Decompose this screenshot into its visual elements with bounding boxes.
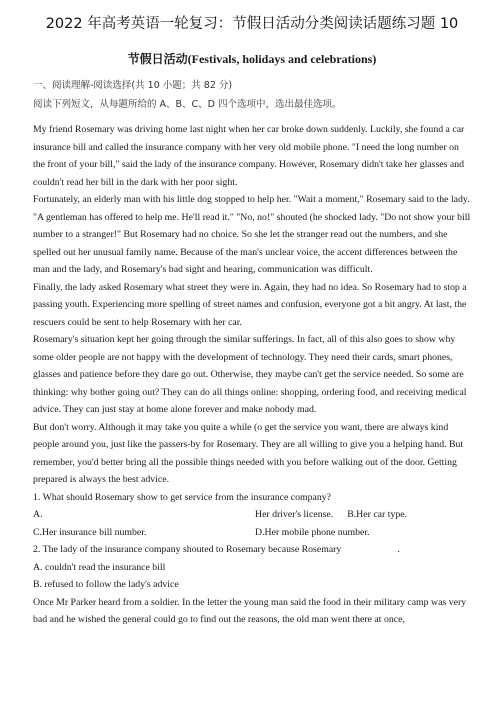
page-subtitle: 节假日活动(Festivals, holidays and celebrations) [127, 52, 377, 66]
option-a-label[interactable]: A. [33, 509, 43, 520]
question-2-option-b[interactable]: B. refused to follow the lady's advice [33, 579, 179, 590]
question-1-stem: 1. What should Rosemary show to get service from the insurance company? [33, 491, 332, 503]
passage-paragraph: But don't worry. Although it may take you quite a while (o get the service you want, there are always kind people around you, just like the passers-by for Rosemary. They are all willing to give you a helping hand. But remember, you'd better bring all the possible things needed with you before walking out of the door. Getting prepared is always the best advice. [33, 421, 464, 485]
page-title: 2022 年高考英语一轮复习：节假日活动分类阅读话题练习题 10 [45, 16, 459, 32]
next-passage-paragraph: Once Mr Parker heard from a soldier. In the letter the young man said the food in their military camp was very bad and he wished the general could go to find out the reasons, the old man went there at once, [33, 596, 467, 625]
option-b[interactable]: B.Her car type. [347, 509, 408, 520]
passage-paragraph: My friend Rosemary was driving home last night when her car broke down suddenly. Luckily, she found a car insurance bill and called the insurance company with her very old mobile phone. "I need the long number on the front of your bill," said the lady of the insurance company. However, Rosemary didn't take her glasses and couldn't read her bill in the dark with her poor sight. [33, 124, 465, 188]
option-a-text[interactable]: Her driver's license. [255, 509, 334, 520]
question-2-stem: 2. The lady of the insurance company shouted to Rosemary because Rosemary [33, 544, 342, 555]
section-heading: 一、阅读理解-阅读选择(共 10 小题；共 82 分) [33, 80, 233, 91]
question-2-stem-end: . [397, 544, 400, 555]
option-a-b-cell [255, 506, 473, 524]
section-instruction: 阅读下列短文，从每题所给的 A、B、C、D 四个选项中，选出最佳选项。 [33, 99, 342, 110]
question-2-option-a[interactable]: A. couldn't read the insurance bill [33, 561, 166, 573]
passage-paragraph: Fortunately, an elderly man with his little dog stopped to help her. "Wait a moment," Rosemary said to the lady. "A gentleman has offered to help me. He'll read it." "No, no!" shouted (he shocked lady. "Do not show your bill number to a stranger!" But Rosemary had no choice. So she let the stranger read out the numbers, and she spelled out her unusual family name. Because of the man's unclear voice, the accent differences between the man and the lady, and Rosemary's bad sight and hearing, communication was difficult. [33, 194, 471, 275]
question-1-options-row-2 [33, 524, 473, 542]
passage-paragraph: Rosemary's situation kept her going through the similar sufferings. In fact, all of this also goes to show why some older people are not happy with the development of technology. They need their cards, smart phones, glasses and patience before they dare go out. Otherwise, they maybe can't get the service needed. So some are thinking: why bother going out? They can do all things online: shopping, ordering food, and receiving medical advice. They can just stay at home alone forever and make nobody mad. [33, 334, 467, 415]
reading-passage [33, 121, 473, 629]
passage-paragraph: Finally, the lady asked Rosemary what street they were in. Again, they had no idea. So Rosemary had to stop a passing youth. Experiencing more spelling of street names and confusion, everyone got a bit angry. At last, the rescuers could be sent to help Rosemary with her car. [33, 281, 467, 328]
question-2-stem-line [33, 541, 473, 559]
question-1-options-row-1 [33, 506, 473, 524]
option-c[interactable]: C.Her insurance bill number. [33, 526, 147, 538]
option-d[interactable]: D.Her mobile phone number. [255, 526, 370, 538]
